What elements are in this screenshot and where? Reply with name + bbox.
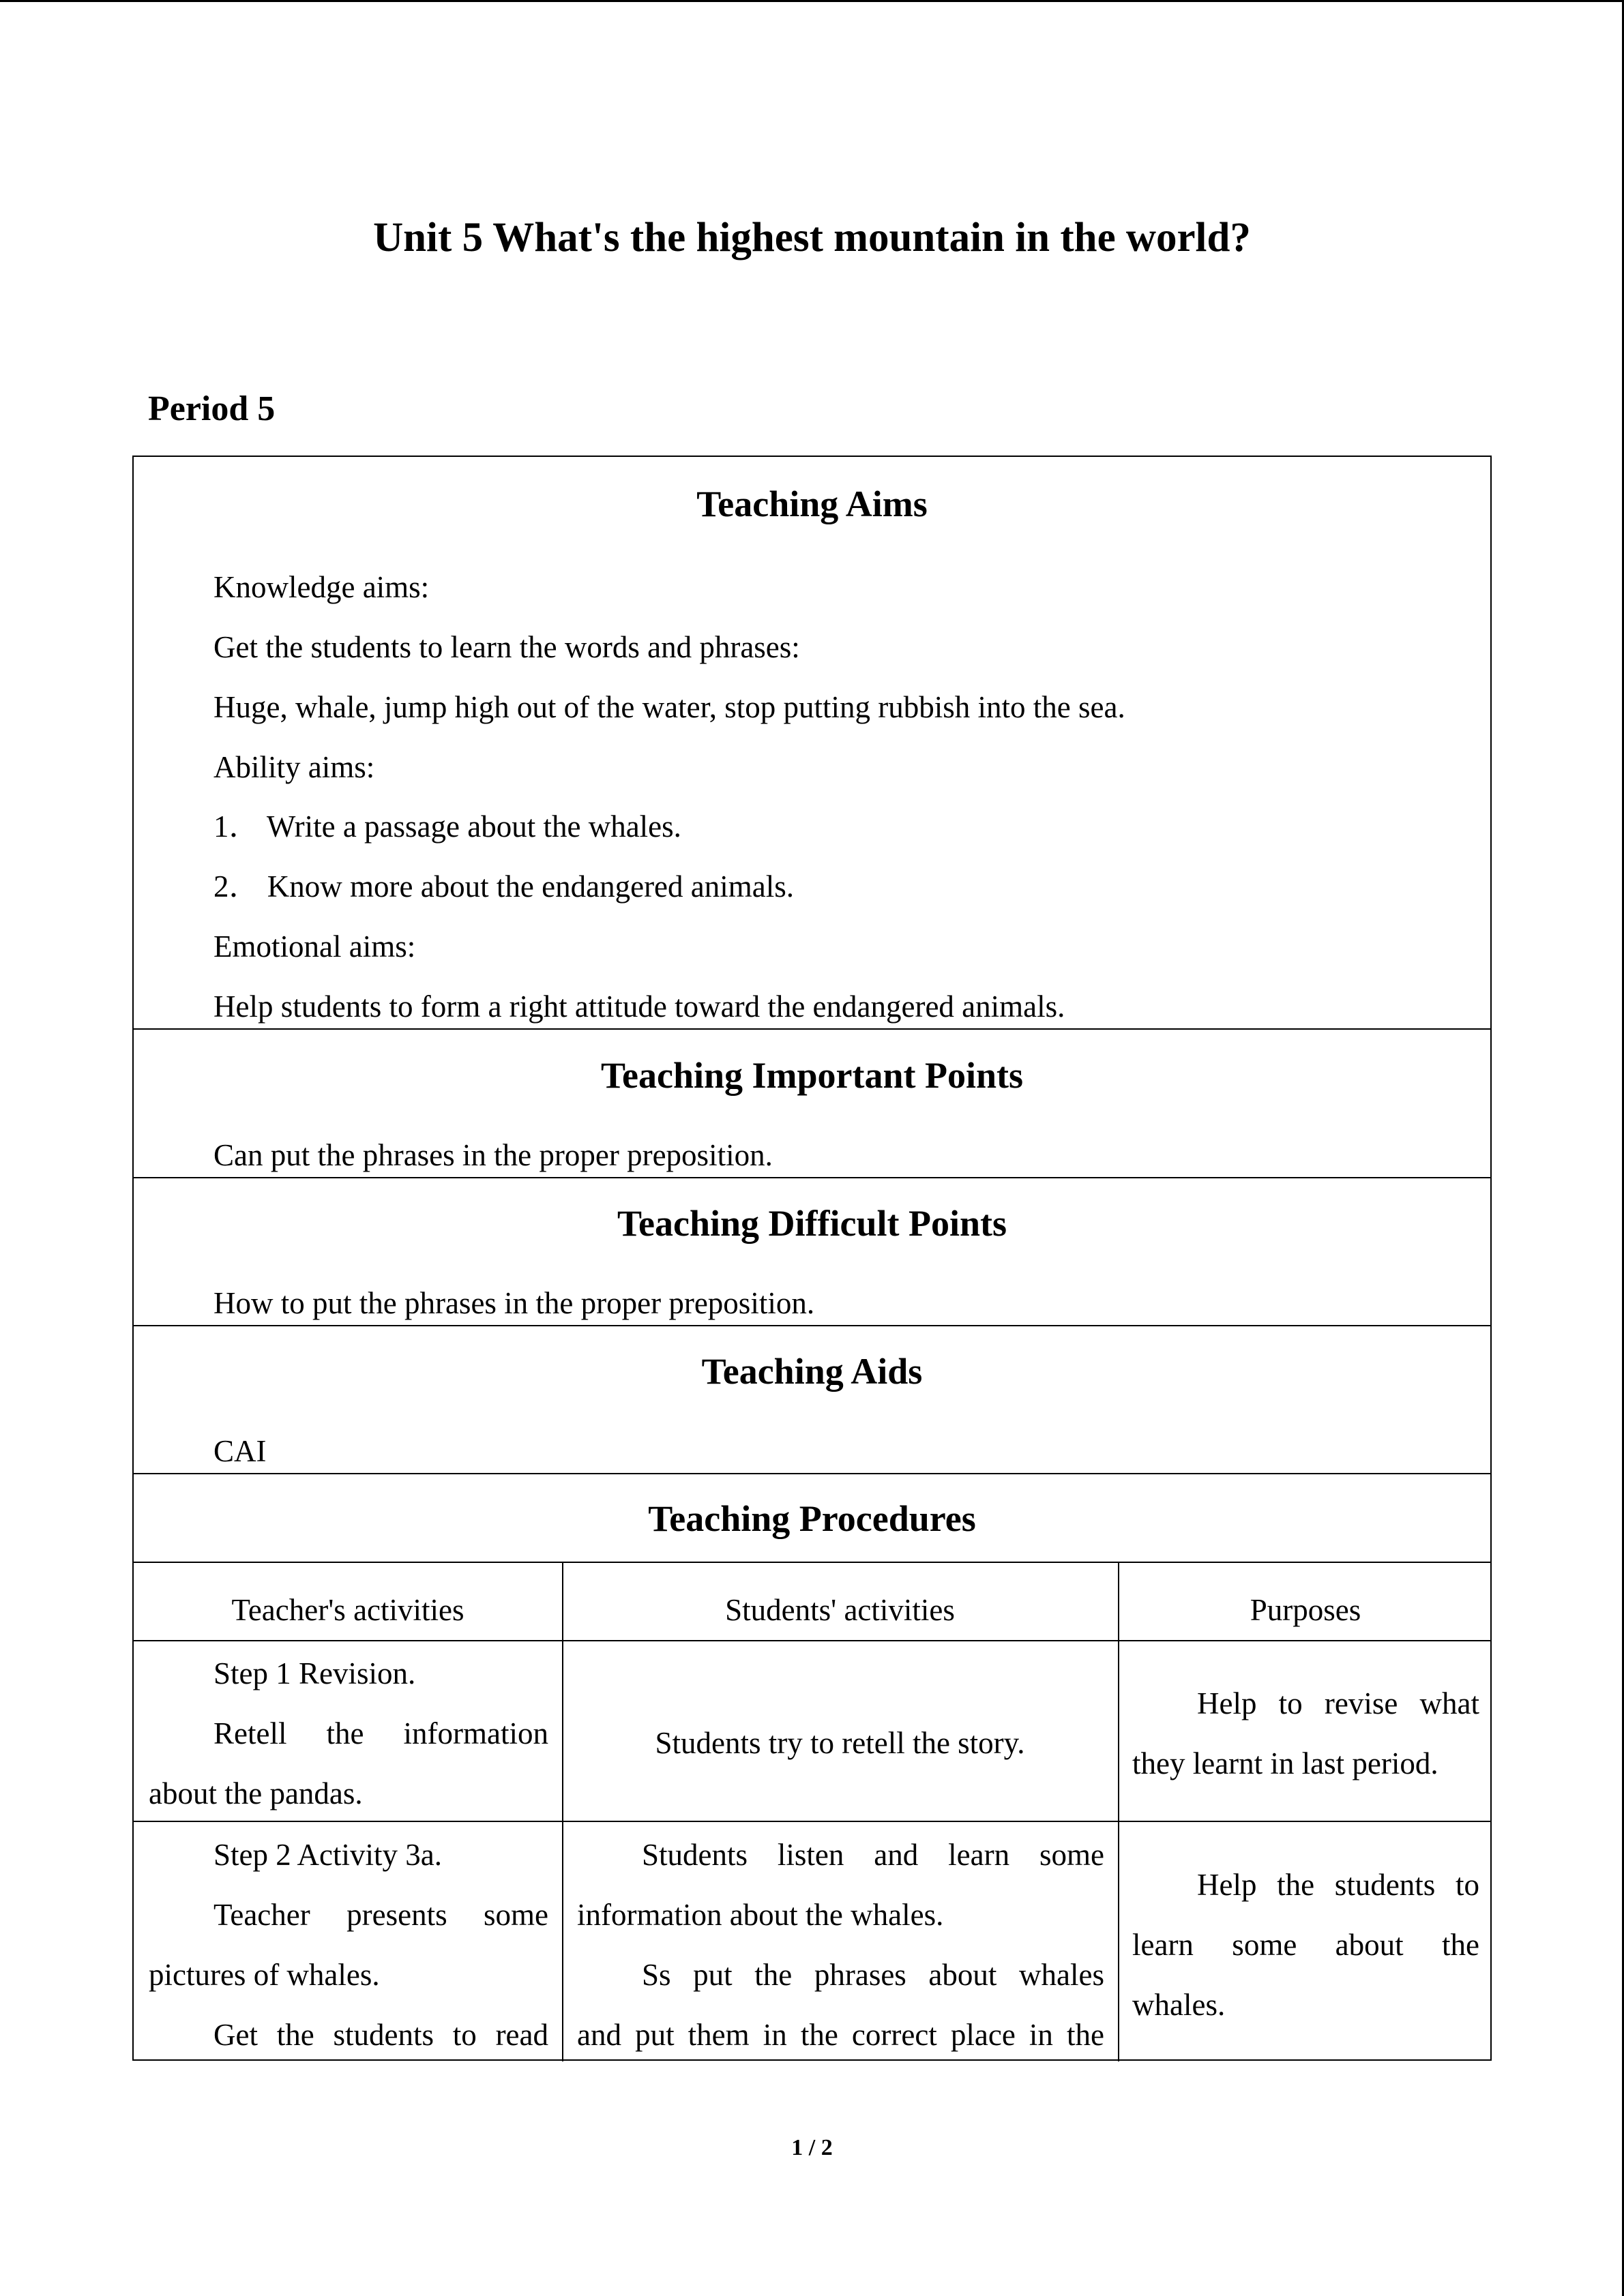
rule-columns-bottom xyxy=(134,1640,1490,1641)
row2-students-cell xyxy=(577,1825,1104,2065)
lesson-plan-table xyxy=(132,456,1492,2061)
row2-teacher-line: pictures of whales. xyxy=(149,1958,380,1992)
row2-teacher-line: Get the students to read xyxy=(213,2018,548,2052)
row2-teacher-line: Teacher presents some xyxy=(213,1898,548,1932)
row2-students-line: and put them in the correct place in the xyxy=(577,2018,1104,2052)
page-number: 1 / 2 xyxy=(791,2135,833,2160)
teaching-aids-heading: Teaching Aids xyxy=(701,1351,923,1392)
row2-purposes-cell xyxy=(1132,1855,1479,2035)
aims-line: Get the students to learn the words and phrases: xyxy=(213,630,800,664)
rule-procedures-heading-bottom xyxy=(134,1562,1490,1563)
rule-aids-bottom xyxy=(134,1473,1490,1474)
difficult-points-heading: Teaching Difficult Points xyxy=(617,1203,1007,1244)
row2-teacher-cell xyxy=(149,1825,548,2065)
teaching-procedures-heading: Teaching Procedures xyxy=(648,1498,976,1539)
aims-line: 2． Know more about the endangered animals. xyxy=(213,869,795,904)
important-points-text: Can put the phrases in the proper preposition. xyxy=(213,1138,773,1172)
aims-line: Help students to form a right attitude toward the endangered animals. xyxy=(213,989,1065,1024)
difficult-points-text: How to put the phrases in the proper preposition. xyxy=(213,1286,815,1320)
row2-students-line: Students listen and learn some xyxy=(642,1838,1104,1872)
col-divider-1 xyxy=(562,1562,563,2061)
row1-teacher-line: about the pandas. xyxy=(149,1776,363,1810)
teaching-aims-heading: Teaching Aims xyxy=(696,483,928,524)
row2-purposes-line: Help the students to xyxy=(1197,1868,1479,1902)
aims-line: Huge, whale, jump high out of the water, stop putting rubbish into the sea. xyxy=(213,690,1125,724)
row2-students-line: information about the whales. xyxy=(577,1898,944,1932)
row2-students-line: Ss put the phrases about whales xyxy=(642,1958,1104,1992)
row2-purposes-line: learn some about the xyxy=(1132,1928,1479,1962)
rule-aims-bottom xyxy=(134,1028,1490,1030)
row1-teacher-line: Retell the information xyxy=(213,1716,548,1750)
col-divider-2 xyxy=(1118,1562,1119,2061)
column-header-purposes: Purposes xyxy=(1250,1593,1361,1627)
row1-purposes-line: they learnt in last period. xyxy=(1132,1746,1438,1780)
aims-line: Emotional aims: xyxy=(213,929,416,964)
row1-purposes-cell xyxy=(1132,1673,1479,1793)
column-header-teacher: Teacher's activities xyxy=(231,1593,464,1627)
row2-purposes-line: whales. xyxy=(1132,1988,1226,2022)
top-border xyxy=(0,0,1624,2)
aims-line: 1． Write a passage about the whales. xyxy=(213,809,681,844)
aims-line: Ability aims: xyxy=(213,750,375,784)
row1-teacher-cell xyxy=(149,1643,548,1823)
important-points-heading: Teaching Important Points xyxy=(600,1055,1024,1096)
row1-teacher-line: Step 1 Revision. xyxy=(213,1656,416,1690)
row1-students-text: Students try to retell the story. xyxy=(655,1726,1025,1760)
row1-purposes-line: Help to revise what xyxy=(1197,1686,1479,1720)
aims-line: Knowledge aims: xyxy=(213,570,430,604)
period-label: Period 5 xyxy=(148,389,276,428)
column-header-students: Students' activities xyxy=(725,1593,955,1627)
teaching-aids-text: CAI xyxy=(213,1434,267,1468)
page-title: Unit 5 What's the highest mountain in the world? xyxy=(373,215,1251,260)
rule-important-bottom xyxy=(134,1177,1490,1178)
rule-difficult-bottom xyxy=(134,1325,1490,1326)
row2-teacher-line: Step 2 Activity 3a. xyxy=(213,1838,442,1872)
